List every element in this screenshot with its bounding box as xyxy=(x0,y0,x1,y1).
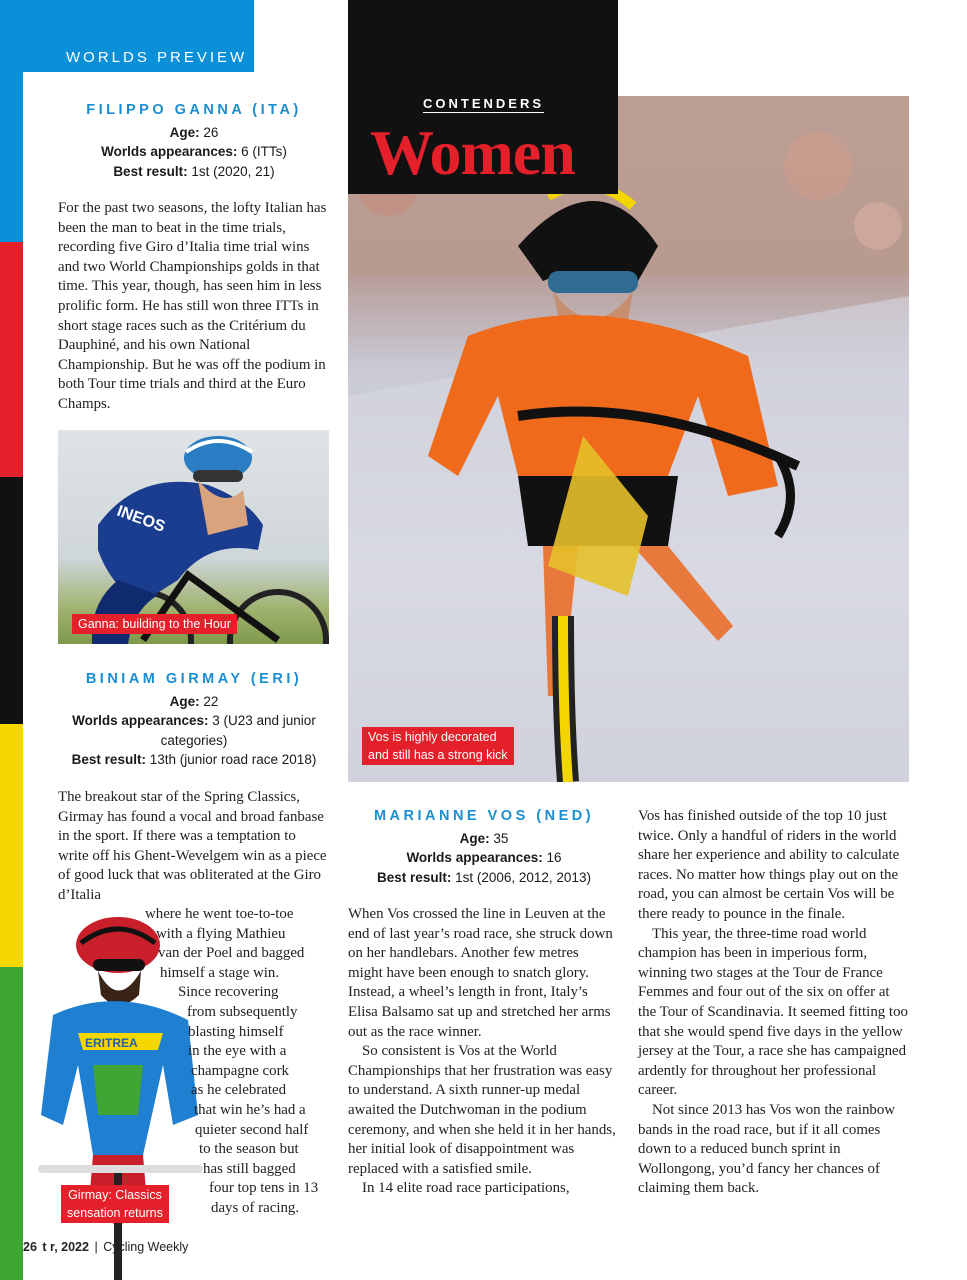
ganna-rider-illustration xyxy=(58,430,329,644)
vos-caption: Vos is highly decorated and still has a strong kick xyxy=(362,727,514,765)
vos-rider-illustration xyxy=(348,96,909,782)
vos-appearances: Worlds appearances: 16 xyxy=(406,850,562,865)
vos-photo xyxy=(348,96,909,782)
footer-separator: | xyxy=(94,1240,98,1254)
svg-text:INEOS: INEOS xyxy=(114,502,168,536)
vos-body-col1: When Vos crossed the line in Leuven at the end of last year’s road race, she struck down on her handlebars. Another few metres might have been enough to snatch glory. Instead, a wheel’s length in front, Italy’s Elisa Balsamo sat up and stretched her arms out as the race winner. So consistent is Vos at the World Championships that her frustration was easy to understand. A sixth runner-up medal awaited the Dutchwoman in the podium ceremony, and when she held it in her hands, her initial look of disappointment was replaced with a satisfied smile. In 14 elite road race participations, xyxy=(348,906,616,1197)
ganna-name: FILIPPO GANNA (ITA) xyxy=(86,102,302,118)
ganna-profile xyxy=(58,101,330,181)
girmay-best: Best result: 13th (junior road race 2018) xyxy=(71,752,317,767)
girmay-caption: Girmay: Classics sensation returns xyxy=(61,1185,169,1223)
ganna-appearances: Worlds appearances: 6 (ITTs) xyxy=(101,144,287,159)
ganna-photo xyxy=(58,430,329,644)
page-number: 26 xyxy=(23,1240,37,1254)
vos-body-col2: Vos has finished outside of the top 10 just twice. Only a handful of riders in the world share her experience and ability to calculate races. No matter how things play out on the road, you can almost be certain Vos will be there ready to pounce in the finale. This year, the three-time road world champion has been in imperious form, winning two stages at the Tour de France Femmes and four out of the six on offer at the Tour of Scandinavia. It seemed fitting too that she would spend five days in the yellow jersey at the Tour, a race she has campaigned ardently for throughout her professional career. Not since 2013 has Vos won the rainbow bands in the road race, but if it all comes down to a reduced bunch sprint in Wollongong, you’d fancy her chances of claiming them back. xyxy=(638,808,908,1197)
svg-text:ERITREA: ERITREA xyxy=(85,1036,138,1050)
vos-age: Age: 35 xyxy=(459,830,509,846)
contenders-title: Women xyxy=(370,117,575,188)
contenders-label: CONTENDERS xyxy=(423,96,545,111)
girmay-profile xyxy=(58,670,330,770)
girmay-appearances: Worlds appearances: 3 (U23 and junior categories) xyxy=(72,713,316,748)
stripe-yellow xyxy=(0,724,23,967)
magazine-name: Cycling Weekly xyxy=(103,1240,189,1254)
stripe-green xyxy=(0,967,23,1280)
stripe-black xyxy=(0,477,23,724)
vos-name: MARIANNE VOS (NED) xyxy=(373,808,595,824)
girmay-name: BINIAM GIRMAY (ERI) xyxy=(85,671,303,687)
girmay-body-wrap: where he went toe-to-toe with a flying Mathieu van der Poel and bagged himself a stage win. Since recovering from subsequently blasting himself in the eye with a champagne cork as he celebrated that win he’s had a quieter second half to the season but has still bagged four top tens in 13 days of racing. xyxy=(145,906,319,1216)
girmay-body-top: The breakout star of the Spring Classics, Girmay has found a vocal and broad fanbase in the sport. If there was a temptation to write off his Ghent-Wevelgem win as a piece of good luck that was obliterated at the Giro d’Italia xyxy=(58,789,327,903)
issue-date: t r, 2022 xyxy=(42,1240,89,1254)
stripe-blue xyxy=(0,72,23,242)
girmay-age: Age: 22 xyxy=(169,693,219,709)
vos-best: Best result: 1st (2006, 2012, 2013) xyxy=(377,869,591,885)
ganna-caption: Ganna: building to the Hour xyxy=(72,614,237,634)
stripe-red xyxy=(0,242,23,477)
page-footer xyxy=(23,1240,188,1254)
vos-profile xyxy=(348,807,620,887)
ganna-age: Age: 26 xyxy=(169,124,219,140)
section-label: WORLDS PREVIEW xyxy=(66,49,248,66)
section-header xyxy=(23,0,254,72)
ganna-body: For the past two seasons, the lofty Italian has been the man to beat in the time trials, recording five Giro d’Italia time trial wins and two World Championships golds in that time. This year, though, has seen him in less prolific form. He has still won three ITTs in short stage races such as the Critérium du Dauphiné, and his own National Championship. But he was off the podium in both Tour time trials and third at the Euro Champs. xyxy=(58,200,327,412)
ganna-best: Best result: 1st (2020, 21) xyxy=(113,163,275,179)
